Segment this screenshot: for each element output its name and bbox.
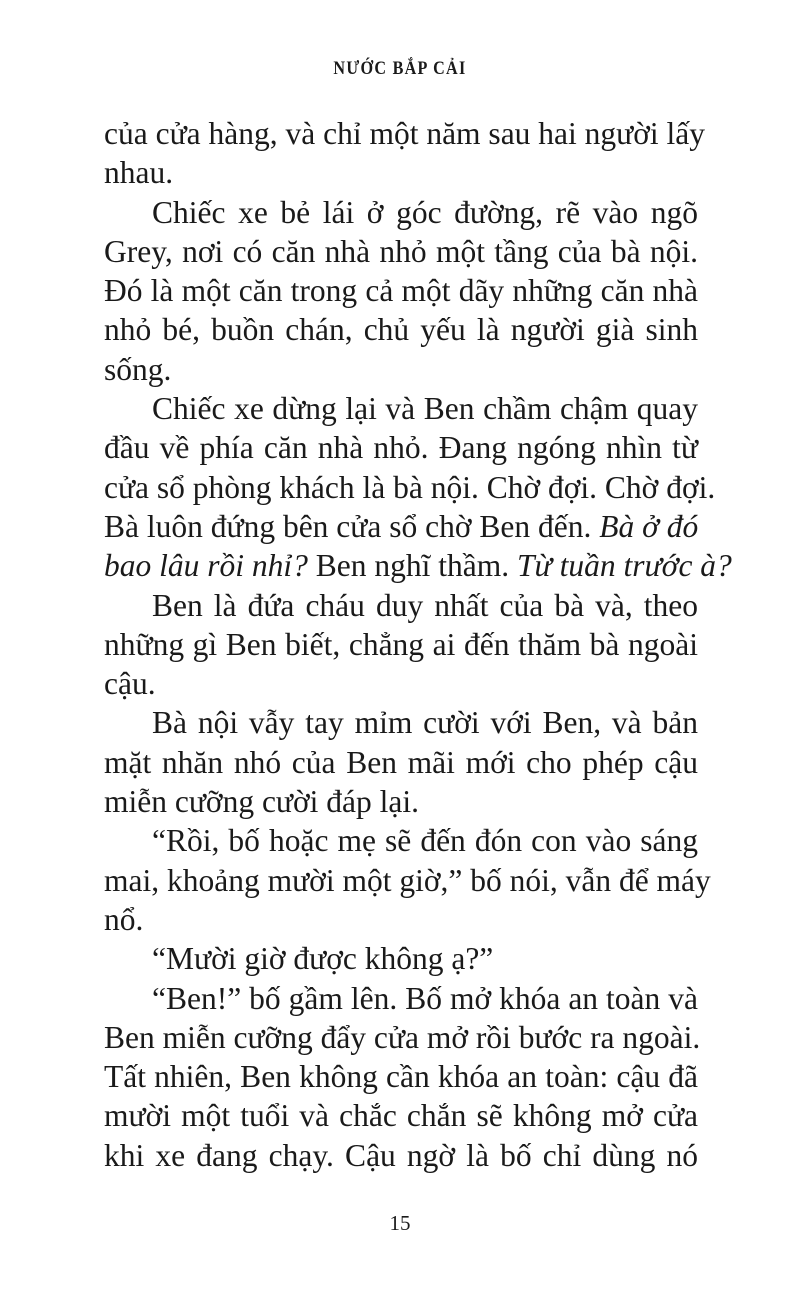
- text-line: đầu về phía căn nhà nhỏ. Đang ngóng nhìn từ: [104, 430, 698, 466]
- paragraph: [104, 703, 698, 821]
- text-line: “Mười giờ được không ạ?”: [152, 941, 494, 977]
- text-line: Grey, nơi có căn nhà nhỏ một tầng của bà nội.: [104, 233, 698, 269]
- text-line: “Rồi, bố hoặc mẹ sẽ đến đón con vào sáng: [152, 823, 698, 859]
- text-line: mai, khoảng mười một giờ,” bố nói, vẫn để máy: [104, 862, 711, 898]
- text-line: Chiếc xe bẻ lái ở góc đường, rẽ vào ngõ: [152, 194, 698, 230]
- running-header-title: NƯỚC BẮP CẢI: [333, 58, 467, 79]
- text-line: mặt nhăn nhó của Ben mãi mới cho phép cậu: [104, 744, 698, 780]
- text-line: Bà nội vẫy tay mỉm cười với Ben, và bản: [152, 705, 698, 741]
- paragraph: [104, 939, 698, 978]
- italic-thought: Từ tuần trước à?: [517, 548, 732, 584]
- paragraph: [104, 979, 701, 1175]
- text-line: sống.: [104, 351, 172, 387]
- paragraph: [104, 821, 711, 939]
- text-line: nhỏ bé, buồn chán, chủ yếu là người già sinh: [104, 312, 698, 348]
- text-line: Đó là một căn trong cả một dãy những căn nhà: [104, 273, 698, 309]
- text-line: [104, 546, 732, 585]
- text-line: nổ.: [104, 901, 144, 937]
- text-line: cậu.: [104, 666, 156, 702]
- text-line: Ben là đứa cháu duy nhất của bà và, theo: [152, 587, 698, 623]
- text-line: nhau.: [104, 155, 174, 191]
- text-line: Chiếc xe dừng lại và Ben chầm chậm quay: [152, 391, 698, 427]
- text-line: cửa sổ phòng khách là bà nội. Chờ đợi. Chờ đợi.: [104, 469, 716, 505]
- text-line: mười một tuổi và chắc chắn sẽ không mở cửa: [104, 1098, 698, 1134]
- page-number: 15: [389, 1211, 411, 1235]
- text-line: Ben miễn cưỡng đẩy cửa mở rồi bước ra ngoài.: [104, 1019, 701, 1055]
- text-segment: Bà luôn đứng bên cửa sổ chờ Ben đến.: [104, 508, 592, 544]
- text-line: những gì Ben biết, chẳng ai đến thăm bà ngoài: [104, 626, 698, 662]
- text-line: của cửa hàng, và chỉ một năm sau hai người lấy: [104, 116, 705, 151]
- text-line: [104, 507, 698, 546]
- text-line: Tất nhiên, Ben không cần khóa an toàn: cậu đã: [104, 1059, 698, 1095]
- text-line: khi xe đang chạy. Cậu ngờ là bố chỉ dùng nó: [104, 1137, 698, 1173]
- text-segment: Ben nghĩ thầm.: [315, 548, 510, 584]
- text-line: “Ben!” bố gầm lên. Bố mở khóa an toàn và: [152, 980, 698, 1016]
- italic-thought: Bà ở đó: [599, 508, 699, 544]
- italic-thought: bao lâu rồi nhỉ?: [104, 548, 308, 584]
- paragraph: [104, 114, 705, 193]
- paragraph: [104, 586, 698, 704]
- text-line: miễn cưỡng cười đáp lại.: [104, 784, 419, 820]
- paragraph: [104, 389, 732, 585]
- body-text: [104, 114, 732, 1175]
- paragraph: [104, 193, 698, 389]
